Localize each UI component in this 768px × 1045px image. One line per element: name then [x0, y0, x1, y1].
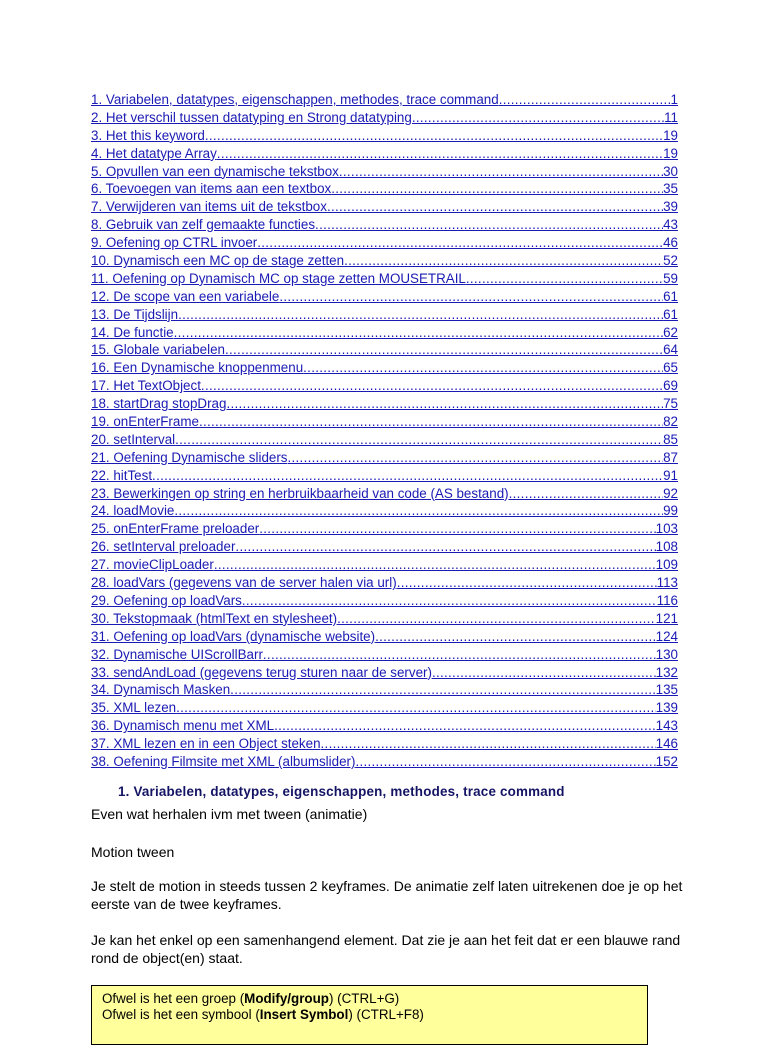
toc-dot-leader	[225, 341, 663, 359]
toc-dot-leader	[230, 681, 655, 699]
toc-dot-leader	[337, 610, 656, 628]
toc-entry-title: 20. setInterval	[91, 431, 176, 447]
toc-entry-title: 23. Bewerkingen op string en herbruikbaarheid van code (AS bestand)	[91, 485, 509, 501]
toc-entry[interactable]	[91, 646, 678, 664]
toc-dot-leader	[175, 431, 663, 449]
toc-entry[interactable]	[91, 467, 678, 485]
toc-dot-leader	[499, 91, 671, 109]
toc-dot-leader	[178, 306, 663, 324]
toc-entry-page-number: 146	[655, 736, 678, 752]
toc-entry-title: 2. Het verschil tussen datatyping en Strong datatyping	[91, 109, 412, 125]
toc-entry-page-number: 11	[664, 109, 678, 125]
toc-entry[interactable]	[91, 699, 678, 717]
toc-entry[interactable]	[91, 395, 678, 413]
toc-entry-title: 6. Toevoegen van items aan een textbox	[91, 181, 332, 197]
toc-entry[interactable]	[91, 306, 678, 324]
toc-entry[interactable]	[91, 234, 678, 252]
toc-entry[interactable]	[91, 216, 678, 234]
toc-entry-page-number: 113	[656, 575, 678, 591]
toc-entry-page-number: 19	[663, 127, 678, 143]
toc-entry-title: 5. Opvullen van een dynamische tekstbox	[91, 163, 339, 179]
toc-entry-page-number: 143	[655, 718, 678, 734]
toc-dot-leader	[259, 520, 655, 538]
toc-dot-leader	[174, 324, 663, 342]
toc-entry[interactable]	[91, 288, 678, 306]
toc-dot-leader	[217, 145, 663, 163]
toc-entry-title: 4. Het datatype Array	[91, 145, 217, 161]
toc-entry-page-number: 132	[655, 664, 678, 680]
note-line-symbol	[102, 1007, 637, 1023]
paragraph-intro: Even wat herhalen ivm met tween (animatie)	[91, 806, 368, 822]
toc-entry[interactable]	[91, 753, 678, 771]
toc-entry-page-number: 35	[663, 181, 678, 197]
toc-entry-page-number: 139	[655, 700, 678, 716]
toc-entry-title: 25. onEnterFrame preloader	[91, 521, 260, 537]
toc-dot-leader	[321, 735, 656, 753]
note-menu-path: Insert Symbol	[259, 1007, 349, 1022]
note-text: ) (CTRL+F8)	[348, 1007, 424, 1022]
toc-entry-page-number: 116	[656, 592, 678, 608]
toc-entry-title: 1. Variabelen, datatypes, eigenschappen, methodes, trace command	[91, 92, 499, 107]
toc-entry-title: 15. Globale variabelen	[91, 342, 225, 358]
toc-dot-leader	[344, 252, 663, 270]
toc-entry-title: 28. loadVars (gegevens van de server halen via url)	[91, 575, 397, 591]
toc-dot-leader	[205, 127, 663, 145]
toc-entry[interactable]	[91, 413, 678, 431]
table-of-contents	[91, 91, 678, 771]
toc-entry-page-number: 19	[663, 145, 678, 161]
toc-entry[interactable]	[91, 91, 678, 109]
toc-dot-leader	[152, 467, 663, 485]
toc-entry[interactable]	[91, 109, 678, 127]
toc-entry[interactable]	[91, 592, 678, 610]
toc-entry-title: 8. Gebruik van zelf gemaakte functies	[91, 217, 316, 233]
toc-dot-leader	[412, 109, 664, 127]
toc-dot-leader	[339, 163, 663, 181]
toc-dot-leader	[432, 664, 656, 682]
toc-dot-leader	[288, 449, 664, 467]
toc-entry-title: 13. De Tijdslijn	[91, 306, 179, 322]
toc-entry-title: 14. De functie	[91, 324, 174, 340]
toc-entry-page-number: 65	[663, 360, 678, 376]
toc-dot-leader	[331, 180, 663, 198]
note-text: Ofwel is het een groep (	[102, 991, 245, 1006]
toc-dot-leader	[199, 413, 663, 431]
note-text: Ofwel is het een symbool (	[102, 1007, 260, 1022]
toc-entry[interactable]	[91, 538, 678, 556]
toc-entry-page-number: 103	[655, 521, 678, 537]
toc-entry-page-number: 99	[663, 503, 678, 519]
paragraph-motion-tween: Motion tween	[91, 844, 175, 860]
note-line-group	[102, 991, 637, 1007]
toc-entry[interactable]	[91, 610, 678, 628]
toc-entry-title: 27. movieClipLoader	[91, 557, 214, 573]
toc-entry-title: 35. XML lezen	[91, 700, 177, 716]
paragraph-element: Je kan het enkel op een samenhangend element. Dat zie je aan het feit dat er een blauwe rand rond de object(en) staat.	[91, 932, 681, 966]
toc-entry-page-number: 61	[663, 288, 678, 304]
toc-entry-title: 16. Een Dynamische knoppenmenu	[91, 360, 304, 376]
toc-dot-leader	[257, 234, 663, 252]
toc-entry[interactable]	[91, 681, 678, 699]
toc-entry-page-number: 135	[655, 682, 678, 698]
toc-entry-title: 19. onEnterFrame	[91, 414, 199, 430]
toc-entry[interactable]	[91, 628, 678, 646]
toc-entry-page-number: 152	[655, 753, 678, 769]
toc-entry[interactable]	[91, 449, 678, 467]
toc-entry-page-number: 61	[663, 306, 678, 322]
toc-entry-page-number: 82	[663, 414, 678, 430]
toc-dot-leader	[242, 592, 657, 610]
toc-entry-page-number: 69	[663, 378, 678, 394]
toc-entry-title: 22. hitTest	[91, 467, 153, 483]
toc-dot-leader	[315, 216, 663, 234]
toc-dot-leader	[201, 377, 663, 395]
toc-entry[interactable]	[91, 198, 678, 216]
toc-entry-page-number: 52	[663, 253, 678, 269]
toc-entry-page-number: 1	[670, 92, 678, 107]
toc-entry-page-number: 30	[663, 163, 678, 179]
toc-entry-page-number: 109	[655, 557, 678, 573]
paragraph-keyframes: Je stelt de motion in steeds tussen 2 keyframes. De animatie zelf laten uitrekenen doe je op het eerste van de twee keyframes.	[91, 878, 683, 912]
toc-entry[interactable]	[91, 270, 678, 288]
toc-entry[interactable]	[91, 664, 678, 682]
toc-dot-leader	[279, 288, 663, 306]
toc-entry-title: 17. Het TextObject	[91, 378, 201, 394]
toc-entry-title: 24. loadMovie	[91, 503, 175, 519]
toc-entry[interactable]	[91, 520, 678, 538]
toc-entry-title: 12. De scope van een variabele	[91, 288, 280, 304]
toc-entry-page-number: 91	[663, 467, 678, 483]
toc-dot-leader	[263, 646, 656, 664]
toc-entry[interactable]	[91, 252, 678, 270]
toc-entry-title: 30. Tekstopmaak (htmlText en stylesheet)	[91, 610, 338, 626]
toc-entry-title: 34. Dynamisch Masken	[91, 682, 231, 698]
toc-dot-leader	[235, 538, 655, 556]
toc-entry[interactable]	[91, 556, 678, 574]
toc-entry-page-number: 59	[663, 270, 678, 286]
toc-dot-leader	[327, 198, 663, 216]
toc-entry-page-number: 46	[663, 235, 678, 251]
section-heading: 1. Variabelen, datatypes, eigenschappen, methodes, trace command	[118, 784, 565, 799]
toc-dot-leader	[226, 395, 663, 413]
note-menu-path: Modify/group	[244, 991, 329, 1006]
toc-entry-title: 3. Het this keyword	[91, 127, 205, 143]
toc-dot-leader	[355, 753, 655, 771]
toc-entry-page-number: 92	[663, 485, 678, 501]
toc-dot-leader	[375, 628, 656, 646]
toc-entry-title: 21. Oefening Dynamische sliders	[91, 449, 288, 465]
toc-dot-leader	[176, 699, 656, 717]
toc-entry-title: 32. Dynamische UIScrollBarr	[91, 646, 263, 662]
toc-entry[interactable]	[91, 324, 678, 342]
toc-entry-page-number: 43	[663, 217, 678, 233]
toc-entry[interactable]	[91, 341, 678, 359]
toc-dot-leader	[397, 574, 657, 592]
toc-entry-page-number: 108	[655, 539, 678, 555]
note-text: ) (CTRL+G)	[328, 991, 400, 1006]
toc-entry[interactable]	[91, 735, 678, 753]
toc-entry[interactable]	[91, 502, 678, 520]
toc-entry-title: 7. Verwijderen van items uit de tekstbox	[91, 199, 327, 215]
toc-entry[interactable]	[91, 717, 678, 735]
toc-entry-title: 9. Oefening op CTRL invoer	[91, 235, 258, 251]
toc-entry-title: 29. Oefening op loadVars	[91, 592, 242, 608]
toc-entry-title: 31. Oefening op loadVars (dynamische website)	[91, 628, 376, 644]
toc-entry-page-number: 85	[663, 431, 678, 447]
toc-entry[interactable]	[91, 145, 678, 163]
toc-entry-page-number: 130	[655, 646, 678, 662]
toc-entry-page-number: 124	[655, 628, 678, 644]
toc-entry-title: 11. Oefening op Dynamisch MC op stage zetten MOUSETRAIL	[91, 270, 466, 286]
toc-entry-page-number: 39	[663, 199, 678, 215]
toc-entry-title: 38. Oefening Filmsite met XML (albumslider)	[91, 753, 356, 769]
toc-entry-title: 36. Dynamisch menu met XML	[91, 718, 275, 734]
toc-dot-leader	[466, 270, 663, 288]
toc-entry[interactable]	[91, 377, 678, 395]
toc-entry[interactable]	[91, 180, 678, 198]
toc-entry-title: 10. Dynamisch een MC op de stage zetten	[91, 253, 345, 269]
toc-entry-page-number: 64	[663, 342, 678, 358]
toc-entry[interactable]	[91, 431, 678, 449]
note-box	[91, 985, 648, 1045]
toc-entry-page-number: 75	[663, 396, 678, 412]
toc-entry-title: 18. startDrag stopDrag	[91, 396, 227, 412]
toc-entry-page-number: 87	[663, 449, 678, 465]
toc-dot-leader	[509, 485, 663, 503]
toc-dot-leader	[174, 502, 663, 520]
toc-entry[interactable]	[91, 574, 678, 592]
toc-entry-page-number: 121	[655, 610, 678, 626]
toc-entry-title: 26. setInterval preloader	[91, 539, 236, 555]
toc-entry[interactable]	[91, 359, 678, 377]
toc-entry-title: 33. sendAndLoad (gegevens terug sturen naar de server)	[91, 664, 432, 680]
toc-entry-page-number: 62	[663, 324, 678, 340]
toc-dot-leader	[303, 359, 663, 377]
toc-entry[interactable]	[91, 163, 678, 181]
toc-entry[interactable]	[91, 485, 678, 503]
toc-dot-leader	[214, 556, 656, 574]
toc-entry-title: 37. XML lezen en in een Object steken	[91, 736, 321, 752]
toc-dot-leader	[274, 717, 656, 735]
toc-entry[interactable]	[91, 127, 678, 145]
